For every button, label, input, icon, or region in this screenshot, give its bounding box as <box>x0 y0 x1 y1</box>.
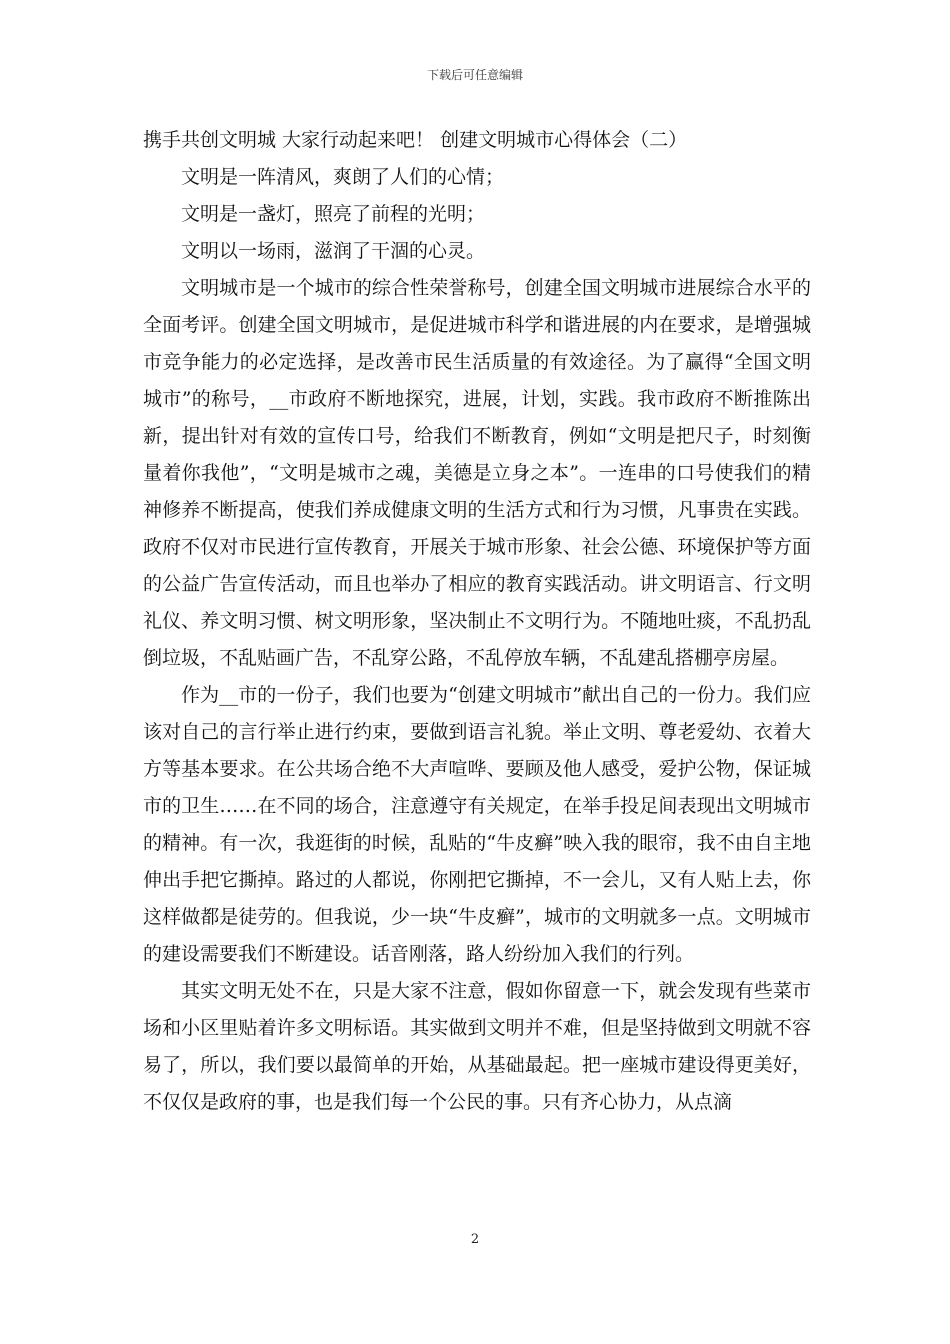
paragraph: 其实文明无处不在，只是大家不注意，假如你留意一下，就会发现有些菜市场和小区里贴着许多文明标语。其实做到文明并不难，但是坚持做到文明就不容易了，所以，我们要以最简单的开始，从基础最起。把一座城市建设得更美好，不仅仅是政府的事，也是我们每一个公民的事。只有齐心协力，从点滴 <box>143 980 811 1113</box>
document-title: 携手共创文明城 大家行动起来吧！ 创建文明城市心得体会（二） <box>143 129 688 151</box>
poem-line: 文明是一盏灯，照亮了前程的光明； <box>181 203 486 225</box>
paragraph: 作为__市的一份子，我们也要为“创建文明城市”献出自己的一份力。我们应该对自己的言行举止进行约束，要做到语言礼貌。举止文明、尊老爱幼、衣着大方等基本要求。在公共场合绝不大声喧哗、要顾及他人感受，爱护公物，保证城市的卫生……在不同的场合，注意遵守有关规定，在举手投足间表现出文明城市的精神。有一次，我逛街的时候，乱贴的“牛皮癣”映入我的眼帘，我不由自主地伸出手把它撕掉。路过的人都说，你刚把它撕掉，不一会儿，又有人贴上去，你这样做都是徒劳的。但我说，少一块“牛皮癣”，城市的文明就多一点。文明城市的建设需要我们不断建设。话音刚落，路人纷纷加入我们的行列。 <box>143 684 811 965</box>
poem-line: 文明是一阵清风，爽朗了人们的心情； <box>181 166 505 188</box>
header-note: 下载后可任意编辑 <box>426 68 523 82</box>
paragraph: 文明城市是一个城市的综合性荣誉称号，创建全国文明城市进展综合水平的全面考评。创建全国文明城市，是促进城市科学和谐进展的内在要求，是增强城市竞争能力的必定选择，是改善市民生活质量的有效途径。为了赢得“全国文明城市”的称号，__市政府不断地探究，进展，计划，实践。我市政府不断推陈出新，提出针对有效的宣传口号，给我们不断教育，例如“文明是把尺子，时刻衡量着你我他”，“文明是城市之魂，美德是立身之本”。一连串的口号使我们的精神修养不断提高，使我们养成健康文明的生活方式和行为习惯，凡事贵在实践。政府不仅对市民进行宣传教育，开展关于城市形象、社会公德、环境保护等方面的公益广告宣传活动，而且也举办了相应的教育实践活动。讲文明语言、行文明礼仪、养文明习惯、树文明形象，坚决制止不文明行为。不随地吐痰，不乱扔乱倒垃圾，不乱贴画广告，不乱穿公路，不乱停放车辆，不乱建乱搭棚亭房屋。 <box>143 277 811 669</box>
document-body <box>143 122 811 1121</box>
page-number: 2 <box>470 1232 480 1247</box>
poem-line: 文明以一场雨，滋润了干涸的心灵。 <box>181 240 486 262</box>
